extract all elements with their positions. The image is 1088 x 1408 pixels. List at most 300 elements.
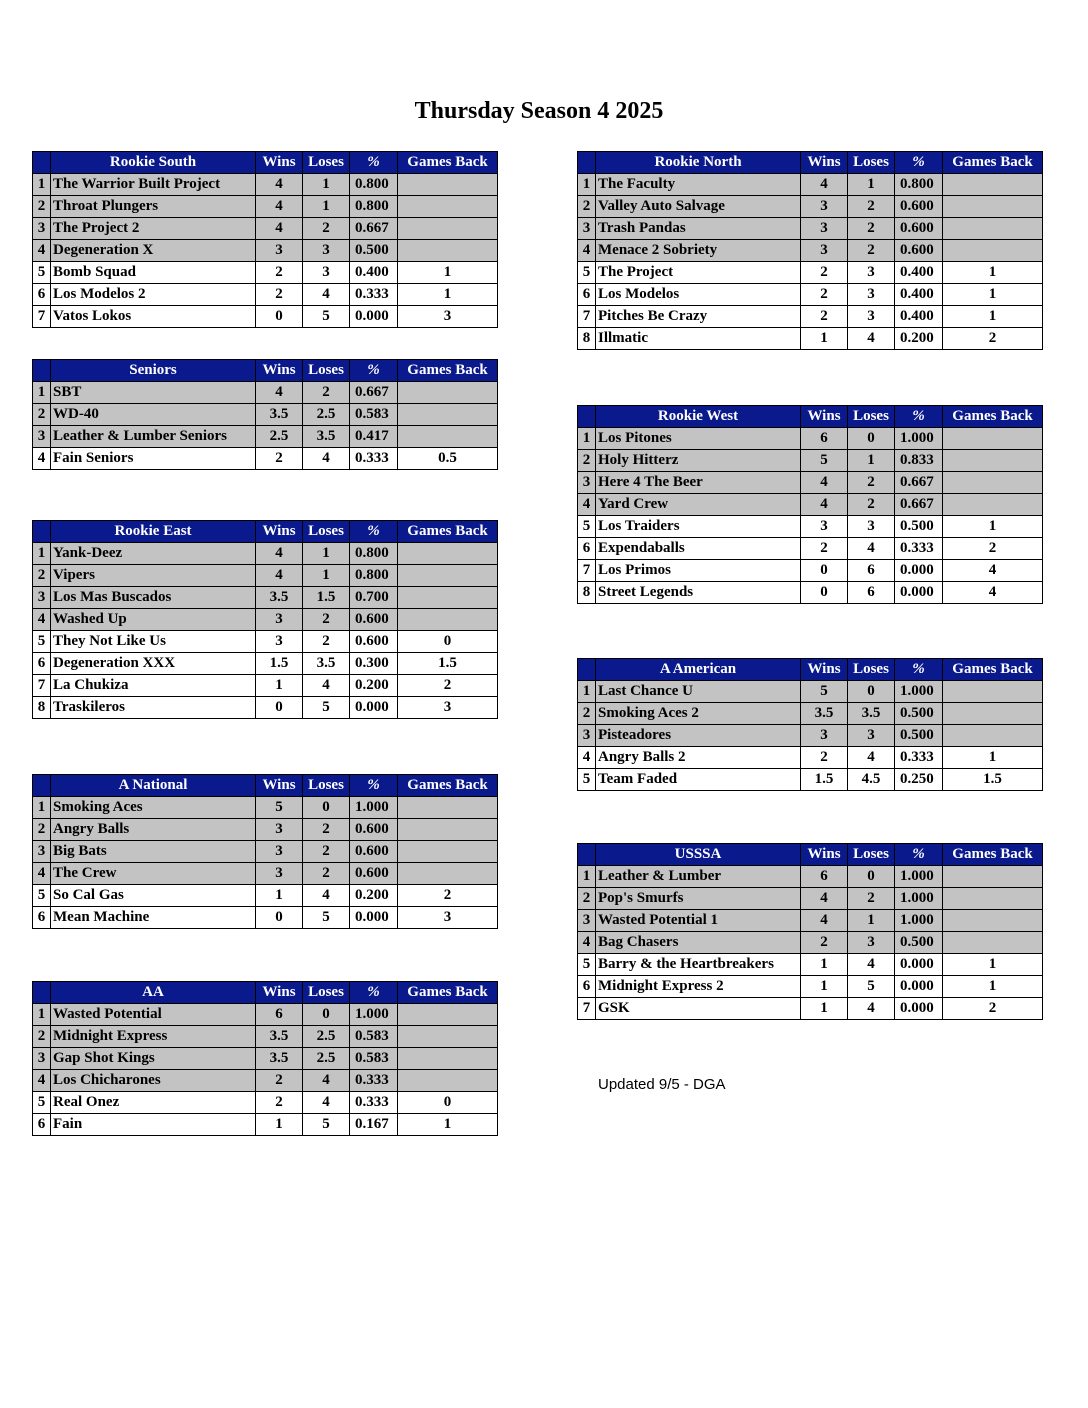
games-back-cell: 1 xyxy=(398,262,498,284)
rank-cell: 6 xyxy=(578,284,596,306)
header-loses: Loses xyxy=(303,521,350,543)
percent-cell: 1.000 xyxy=(895,428,943,450)
header-percent: % xyxy=(895,152,943,174)
header-wins: Wins xyxy=(801,844,848,866)
table-row xyxy=(33,262,498,284)
team-name-cell: Angry Balls xyxy=(51,819,256,841)
loses-cell: 3 xyxy=(848,306,895,328)
loses-cell: 0 xyxy=(848,681,895,703)
loses-cell: 3 xyxy=(848,516,895,538)
team-name-cell: Los Primos xyxy=(596,560,801,582)
team-name-cell: Smoking Aces 2 xyxy=(596,703,801,725)
header-games-back: Games Back xyxy=(943,659,1043,681)
team-name-cell: Pitches Be Crazy xyxy=(596,306,801,328)
games-back-cell xyxy=(398,587,498,609)
team-name-cell: The Crew xyxy=(51,863,256,885)
wins-cell: 3 xyxy=(801,218,848,240)
percent-cell: 0.600 xyxy=(350,841,398,863)
percent-cell: 0.300 xyxy=(350,653,398,675)
rank-cell: 6 xyxy=(578,976,596,998)
games-back-cell xyxy=(398,609,498,631)
table-row xyxy=(33,1004,498,1026)
wins-cell: 5 xyxy=(256,797,303,819)
table-row xyxy=(578,428,1043,450)
percent-cell: 1.000 xyxy=(350,797,398,819)
team-name-cell: They Not Like Us xyxy=(51,631,256,653)
rank-cell: 3 xyxy=(578,725,596,747)
team-name-cell: Smoking Aces xyxy=(51,797,256,819)
percent-cell: 0.600 xyxy=(350,631,398,653)
loses-cell: 2 xyxy=(848,218,895,240)
rank-cell: 3 xyxy=(33,218,51,240)
rank-cell: 1 xyxy=(33,797,51,819)
loses-cell: 3.5 xyxy=(848,703,895,725)
games-back-cell xyxy=(398,543,498,565)
table-row xyxy=(578,703,1043,725)
loses-cell: 2 xyxy=(303,819,350,841)
rank-cell: 5 xyxy=(578,516,596,538)
rank-cell: 2 xyxy=(33,196,51,218)
games-back-cell: 1 xyxy=(398,1114,498,1136)
percent-cell: 0.200 xyxy=(350,885,398,907)
percent-cell: 0.583 xyxy=(350,404,398,426)
division-name: Rookie North xyxy=(596,152,801,174)
updated-note: Updated 9/5 - DGA xyxy=(598,1076,726,1093)
rank-cell: 8 xyxy=(33,697,51,719)
table-row xyxy=(33,1114,498,1136)
table-row xyxy=(33,1070,498,1092)
rank-cell: 2 xyxy=(33,404,51,426)
percent-cell: 0.500 xyxy=(350,240,398,262)
header-rank-spacer xyxy=(33,152,51,174)
table-row xyxy=(578,866,1043,888)
team-name-cell: Gap Shot Kings xyxy=(51,1048,256,1070)
header-loses: Loses xyxy=(848,406,895,428)
team-name-cell: The Project xyxy=(596,262,801,284)
loses-cell: 6 xyxy=(848,582,895,604)
games-back-cell: 1 xyxy=(943,262,1043,284)
games-back-cell xyxy=(398,565,498,587)
loses-cell: 4 xyxy=(848,328,895,350)
standings-table-seniors xyxy=(32,359,498,470)
team-name-cell: Los Traiders xyxy=(596,516,801,538)
loses-cell: 4 xyxy=(303,448,350,470)
games-back-cell xyxy=(398,1026,498,1048)
rank-cell: 4 xyxy=(33,448,51,470)
table-row xyxy=(33,196,498,218)
rank-cell: 3 xyxy=(33,1048,51,1070)
table-row xyxy=(578,494,1043,516)
percent-cell: 0.800 xyxy=(895,174,943,196)
table-row xyxy=(33,306,498,328)
percent-cell: 0.667 xyxy=(895,472,943,494)
games-back-cell xyxy=(398,404,498,426)
percent-cell: 0.167 xyxy=(350,1114,398,1136)
loses-cell: 3.5 xyxy=(303,426,350,448)
header-games-back: Games Back xyxy=(398,982,498,1004)
table-row xyxy=(578,306,1043,328)
percent-cell: 0.333 xyxy=(350,284,398,306)
loses-cell: 4 xyxy=(303,675,350,697)
rank-cell: 1 xyxy=(578,174,596,196)
rank-cell: 3 xyxy=(33,426,51,448)
percent-cell: 0.800 xyxy=(350,174,398,196)
table-row xyxy=(578,262,1043,284)
team-name-cell: La Chukiza xyxy=(51,675,256,697)
wins-cell: 1 xyxy=(256,675,303,697)
games-back-cell: 0.5 xyxy=(398,448,498,470)
rank-cell: 5 xyxy=(33,1092,51,1114)
wins-cell: 3.5 xyxy=(256,1048,303,1070)
team-name-cell: Wasted Potential 1 xyxy=(596,910,801,932)
standings-table-usssa xyxy=(577,843,1043,1020)
table-row xyxy=(578,450,1043,472)
table-header-row xyxy=(578,152,1043,174)
percent-cell: 0.417 xyxy=(350,426,398,448)
team-name-cell: Barry & the Heartbreakers xyxy=(596,954,801,976)
games-back-cell: 2 xyxy=(943,328,1043,350)
rank-cell: 4 xyxy=(33,609,51,631)
rank-cell: 6 xyxy=(33,284,51,306)
table-row xyxy=(578,284,1043,306)
team-name-cell: Leather & Lumber xyxy=(596,866,801,888)
table-row xyxy=(33,631,498,653)
percent-cell: 0.800 xyxy=(350,543,398,565)
games-back-cell xyxy=(943,932,1043,954)
rank-cell: 5 xyxy=(578,954,596,976)
loses-cell: 4 xyxy=(848,747,895,769)
loses-cell: 1 xyxy=(303,174,350,196)
wins-cell: 4 xyxy=(801,888,848,910)
wins-cell: 2 xyxy=(801,262,848,284)
header-games-back: Games Back xyxy=(943,152,1043,174)
wins-cell: 1 xyxy=(256,1114,303,1136)
loses-cell: 4 xyxy=(303,284,350,306)
table-row xyxy=(578,582,1043,604)
team-name-cell: Los Modelos xyxy=(596,284,801,306)
wins-cell: 4 xyxy=(256,565,303,587)
header-loses: Loses xyxy=(303,152,350,174)
table-row xyxy=(578,328,1043,350)
table-row xyxy=(578,560,1043,582)
rank-cell: 7 xyxy=(33,306,51,328)
games-back-cell xyxy=(943,196,1043,218)
games-back-cell xyxy=(398,1004,498,1026)
rank-cell: 1 xyxy=(33,543,51,565)
table-row xyxy=(578,888,1043,910)
header-rank-spacer xyxy=(578,152,596,174)
wins-cell: 4 xyxy=(801,910,848,932)
percent-cell: 0.000 xyxy=(895,582,943,604)
loses-cell: 4 xyxy=(303,1070,350,1092)
rank-cell: 1 xyxy=(33,1004,51,1026)
rank-cell: 3 xyxy=(33,587,51,609)
wins-cell: 4 xyxy=(801,472,848,494)
wins-cell: 1 xyxy=(801,954,848,976)
table-row xyxy=(33,382,498,404)
standings-table-aa xyxy=(32,981,498,1136)
team-name-cell: Traskileros xyxy=(51,697,256,719)
percent-cell: 0.600 xyxy=(350,609,398,631)
games-back-cell xyxy=(943,218,1043,240)
loses-cell: 4 xyxy=(848,998,895,1020)
team-name-cell: Here 4 The Beer xyxy=(596,472,801,494)
team-name-cell: Expendaballs xyxy=(596,538,801,560)
games-back-cell: 0 xyxy=(398,631,498,653)
team-name-cell: Angry Balls 2 xyxy=(596,747,801,769)
loses-cell: 0 xyxy=(848,866,895,888)
team-name-cell: Yard Crew xyxy=(596,494,801,516)
loses-cell: 2.5 xyxy=(303,1048,350,1070)
team-name-cell: The Warrior Built Project xyxy=(51,174,256,196)
loses-cell: 0 xyxy=(848,428,895,450)
wins-cell: 3.5 xyxy=(256,404,303,426)
header-loses: Loses xyxy=(848,152,895,174)
games-back-cell xyxy=(398,841,498,863)
rank-cell: 7 xyxy=(33,675,51,697)
percent-cell: 1.000 xyxy=(895,888,943,910)
team-name-cell: Midnight Express 2 xyxy=(596,976,801,998)
header-games-back: Games Back xyxy=(398,775,498,797)
loses-cell: 4.5 xyxy=(848,769,895,791)
loses-cell: 2 xyxy=(303,631,350,653)
table-header-row xyxy=(578,844,1043,866)
table-header-row xyxy=(33,521,498,543)
table-row xyxy=(33,819,498,841)
header-games-back: Games Back xyxy=(398,521,498,543)
rank-cell: 5 xyxy=(33,885,51,907)
wins-cell: 0 xyxy=(256,907,303,929)
games-back-cell: 1.5 xyxy=(398,653,498,675)
loses-cell: 4 xyxy=(848,538,895,560)
wins-cell: 0 xyxy=(256,306,303,328)
table-row xyxy=(33,587,498,609)
header-rank-spacer xyxy=(33,360,51,382)
table-row xyxy=(33,426,498,448)
wins-cell: 2 xyxy=(801,747,848,769)
loses-cell: 3 xyxy=(303,240,350,262)
standings-table-rookie-west xyxy=(577,405,1043,604)
games-back-cell xyxy=(398,196,498,218)
rank-cell: 1 xyxy=(33,382,51,404)
loses-cell: 2 xyxy=(303,218,350,240)
header-wins: Wins xyxy=(256,360,303,382)
games-back-cell: 2 xyxy=(398,885,498,907)
rank-cell: 2 xyxy=(578,703,596,725)
loses-cell: 2.5 xyxy=(303,404,350,426)
rank-cell: 4 xyxy=(578,240,596,262)
percent-cell: 1.000 xyxy=(895,681,943,703)
wins-cell: 4 xyxy=(801,494,848,516)
header-loses: Loses xyxy=(303,982,350,1004)
loses-cell: 3 xyxy=(303,262,350,284)
table-row xyxy=(33,797,498,819)
wins-cell: 2 xyxy=(256,284,303,306)
games-back-cell: 1 xyxy=(943,516,1043,538)
rank-cell: 4 xyxy=(33,863,51,885)
percent-cell: 0.200 xyxy=(895,328,943,350)
rank-cell: 1 xyxy=(578,428,596,450)
percent-cell: 1.000 xyxy=(895,910,943,932)
percent-cell: 0.500 xyxy=(895,516,943,538)
table-header-row xyxy=(33,982,498,1004)
team-name-cell: Yank-Deez xyxy=(51,543,256,565)
header-rank-spacer xyxy=(33,521,51,543)
division-name: Seniors xyxy=(51,360,256,382)
rank-cell: 4 xyxy=(578,494,596,516)
team-name-cell: Los Modelos 2 xyxy=(51,284,256,306)
team-name-cell: Last Chance U xyxy=(596,681,801,703)
rank-cell: 2 xyxy=(33,1026,51,1048)
rank-cell: 8 xyxy=(578,328,596,350)
header-loses: Loses xyxy=(848,844,895,866)
percent-cell: 0.000 xyxy=(350,697,398,719)
wins-cell: 1 xyxy=(801,328,848,350)
table-row xyxy=(578,725,1043,747)
table-row xyxy=(578,240,1043,262)
header-percent: % xyxy=(350,360,398,382)
wins-cell: 3.5 xyxy=(256,1026,303,1048)
team-name-cell: Pop's Smurfs xyxy=(596,888,801,910)
header-games-back: Games Back xyxy=(398,152,498,174)
games-back-cell: 1 xyxy=(943,954,1043,976)
table-row xyxy=(33,675,498,697)
wins-cell: 5 xyxy=(801,681,848,703)
header-wins: Wins xyxy=(256,152,303,174)
division-name: A American xyxy=(596,659,801,681)
games-back-cell: 1 xyxy=(943,976,1043,998)
wins-cell: 6 xyxy=(256,1004,303,1026)
games-back-cell xyxy=(398,819,498,841)
standings-table-rookie-east xyxy=(32,520,498,719)
percent-cell: 0.500 xyxy=(895,725,943,747)
rank-cell: 2 xyxy=(578,196,596,218)
wins-cell: 4 xyxy=(256,543,303,565)
loses-cell: 6 xyxy=(848,560,895,582)
percent-cell: 0.333 xyxy=(350,1092,398,1114)
loses-cell: 5 xyxy=(303,306,350,328)
header-rank-spacer xyxy=(578,659,596,681)
wins-cell: 4 xyxy=(256,382,303,404)
division-name: Rookie West xyxy=(596,406,801,428)
table-row xyxy=(578,681,1043,703)
games-back-cell: 3 xyxy=(398,306,498,328)
loses-cell: 4 xyxy=(303,885,350,907)
header-loses: Loses xyxy=(848,659,895,681)
header-wins: Wins xyxy=(801,152,848,174)
table-row xyxy=(33,609,498,631)
loses-cell: 2 xyxy=(848,888,895,910)
team-name-cell: So Cal Gas xyxy=(51,885,256,907)
games-back-cell: 1 xyxy=(943,284,1043,306)
loses-cell: 1 xyxy=(848,450,895,472)
rank-cell: 7 xyxy=(578,560,596,582)
percent-cell: 0.000 xyxy=(895,976,943,998)
wins-cell: 4 xyxy=(801,174,848,196)
rank-cell: 3 xyxy=(33,841,51,863)
team-name-cell: Big Bats xyxy=(51,841,256,863)
rank-cell: 1 xyxy=(578,681,596,703)
games-back-cell: 3 xyxy=(398,697,498,719)
rank-cell: 5 xyxy=(578,262,596,284)
team-name-cell: Real Onez xyxy=(51,1092,256,1114)
games-back-cell xyxy=(943,910,1043,932)
wins-cell: 1.5 xyxy=(256,653,303,675)
wins-cell: 2.5 xyxy=(256,426,303,448)
wins-cell: 3 xyxy=(801,516,848,538)
table-header-row xyxy=(578,406,1043,428)
rank-cell: 2 xyxy=(578,888,596,910)
loses-cell: 2 xyxy=(848,472,895,494)
percent-cell: 0.667 xyxy=(350,218,398,240)
table-row xyxy=(578,174,1043,196)
table-row xyxy=(578,932,1043,954)
division-name: Rookie East xyxy=(51,521,256,543)
table-header-row xyxy=(33,152,498,174)
games-back-cell xyxy=(943,450,1043,472)
header-loses: Loses xyxy=(303,360,350,382)
games-back-cell: 3 xyxy=(398,907,498,929)
table-row xyxy=(33,543,498,565)
games-back-cell: 0 xyxy=(398,1092,498,1114)
loses-cell: 2 xyxy=(303,609,350,631)
games-back-cell xyxy=(398,240,498,262)
header-wins: Wins xyxy=(801,406,848,428)
team-name-cell: Menace 2 Sobriety xyxy=(596,240,801,262)
loses-cell: 3 xyxy=(848,932,895,954)
games-back-cell xyxy=(398,1048,498,1070)
rank-cell: 7 xyxy=(578,998,596,1020)
loses-cell: 2.5 xyxy=(303,1026,350,1048)
team-name-cell: Vatos Lokos xyxy=(51,306,256,328)
team-name-cell: Bomb Squad xyxy=(51,262,256,284)
percent-cell: 0.333 xyxy=(895,538,943,560)
games-back-cell xyxy=(398,382,498,404)
table-row xyxy=(33,1048,498,1070)
rank-cell: 3 xyxy=(578,472,596,494)
percent-cell: 0.600 xyxy=(895,196,943,218)
games-back-cell xyxy=(398,863,498,885)
page-title: Thursday Season 4 2025 xyxy=(414,98,664,124)
percent-cell: 0.000 xyxy=(895,998,943,1020)
games-back-cell xyxy=(398,1070,498,1092)
table-row xyxy=(578,998,1043,1020)
loses-cell: 1 xyxy=(848,910,895,932)
percent-cell: 0.333 xyxy=(350,448,398,470)
team-name-cell: The Project 2 xyxy=(51,218,256,240)
header-percent: % xyxy=(350,982,398,1004)
table-row xyxy=(33,1026,498,1048)
table-row xyxy=(33,885,498,907)
games-back-cell: 2 xyxy=(398,675,498,697)
games-back-cell xyxy=(943,866,1043,888)
team-name-cell: Vipers xyxy=(51,565,256,587)
standings-table-rookie-north xyxy=(577,151,1043,350)
rank-cell: 3 xyxy=(578,910,596,932)
loses-cell: 2 xyxy=(848,240,895,262)
team-name-cell: SBT xyxy=(51,382,256,404)
table-row xyxy=(33,448,498,470)
wins-cell: 3 xyxy=(801,196,848,218)
wins-cell: 2 xyxy=(256,1092,303,1114)
percent-cell: 0.000 xyxy=(350,907,398,929)
games-back-cell xyxy=(943,428,1043,450)
team-name-cell: Los Mas Buscados xyxy=(51,587,256,609)
team-name-cell: WD-40 xyxy=(51,404,256,426)
games-back-cell xyxy=(943,174,1043,196)
header-games-back: Games Back xyxy=(398,360,498,382)
percent-cell: 0.600 xyxy=(895,240,943,262)
